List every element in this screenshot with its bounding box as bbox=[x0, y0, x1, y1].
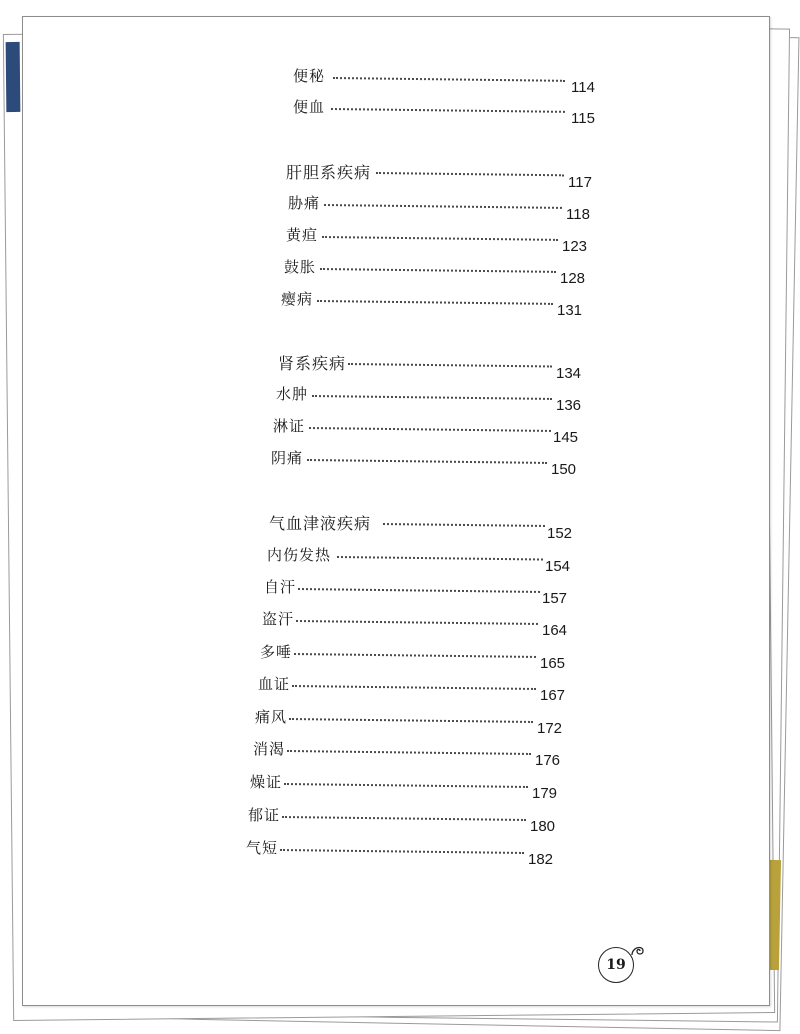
toc-entry-label: 黄疸 bbox=[286, 226, 319, 244]
toc-entry-label: 盗汗 bbox=[262, 610, 295, 628]
toc-entry-page: 157 bbox=[542, 590, 568, 607]
toc-entry-label: 水肿 bbox=[276, 385, 309, 403]
dot-leader bbox=[287, 750, 531, 755]
dot-leader bbox=[333, 77, 565, 82]
toc-entry-label: 内伤发热 bbox=[267, 546, 332, 564]
toc-entry-label: 郁证 bbox=[248, 806, 281, 824]
toc-entry-page: 145 bbox=[553, 429, 579, 446]
page-number: 19 bbox=[606, 957, 626, 973]
toc-entry-label: 便血 bbox=[293, 98, 326, 116]
toc-entry-page: 180 bbox=[530, 818, 556, 835]
toc-entry-label: 淋证 bbox=[273, 417, 306, 435]
toc-entry-label: 肝胆系疾病 bbox=[286, 163, 372, 182]
dot-leader bbox=[331, 108, 565, 113]
dot-leader bbox=[309, 427, 551, 432]
dot-leader bbox=[307, 459, 547, 464]
toc-entry-page: 128 bbox=[560, 270, 586, 287]
toc-entry-page: 182 bbox=[528, 851, 554, 868]
dot-leader bbox=[312, 395, 552, 400]
toc-page bbox=[22, 16, 770, 1006]
toc-entry-page: 131 bbox=[557, 302, 583, 319]
toc-entry-label: 阴痛 bbox=[271, 449, 304, 467]
dot-leader bbox=[320, 268, 556, 273]
toc-entry-label: 血证 bbox=[258, 675, 291, 693]
toc-entry-label: 瘿病 bbox=[281, 290, 314, 308]
dot-leader bbox=[289, 718, 533, 723]
dot-leader bbox=[383, 523, 545, 527]
swirl-icon bbox=[629, 941, 647, 959]
toc-entry-page: 164 bbox=[542, 622, 568, 639]
dot-leader bbox=[298, 588, 540, 593]
toc-entry-page: 150 bbox=[551, 461, 577, 478]
toc-entry-page: 118 bbox=[566, 206, 590, 223]
toc-entry-label: 痛风 bbox=[255, 708, 288, 726]
dot-leader bbox=[324, 204, 562, 209]
dot-leader bbox=[294, 653, 536, 658]
toc-entry-label: 鼓胀 bbox=[284, 258, 317, 276]
dot-leader bbox=[317, 300, 553, 305]
cover-edge bbox=[6, 42, 21, 112]
toc-entry-label: 气短 bbox=[246, 839, 279, 857]
dot-leader bbox=[292, 685, 536, 690]
dot-leader bbox=[284, 783, 528, 788]
toc-entry-page: 167 bbox=[540, 687, 566, 704]
toc-entry-label: 多唾 bbox=[260, 643, 293, 661]
toc-entry-page: 165 bbox=[540, 655, 566, 672]
toc-entry-page: 176 bbox=[535, 752, 561, 769]
dot-leader bbox=[282, 816, 526, 821]
toc-entry-label: 自汗 bbox=[264, 578, 297, 596]
toc-entry-page: 172 bbox=[537, 720, 563, 737]
toc-entry-page: 136 bbox=[556, 397, 582, 414]
toc-entry-page: 117 bbox=[568, 174, 592, 191]
toc-entry-page: 152 bbox=[547, 525, 573, 542]
dot-leader bbox=[348, 363, 552, 367]
dot-leader bbox=[322, 236, 558, 241]
toc-entry-page: 115 bbox=[571, 110, 595, 127]
toc-entry-label: 便秘 bbox=[293, 67, 326, 85]
toc-entry-page: 123 bbox=[562, 238, 588, 255]
toc-entry-page: 154 bbox=[545, 558, 571, 575]
toc-entry-page: 179 bbox=[532, 785, 558, 802]
toc-entry-label: 肾系疾病 bbox=[278, 354, 347, 373]
dot-leader bbox=[296, 620, 538, 625]
toc-entry-page: 114 bbox=[571, 79, 595, 96]
dot-leader bbox=[337, 556, 543, 561]
toc-entry-label: 气血津液疾病 bbox=[269, 514, 372, 533]
toc-entry-page: 134 bbox=[556, 365, 582, 382]
dot-leader bbox=[280, 849, 524, 854]
toc-entry-label: 消渴 bbox=[253, 740, 286, 758]
dot-leader bbox=[376, 172, 564, 176]
toc-entry-label: 胁痛 bbox=[288, 194, 321, 212]
toc-entry-label: 燥证 bbox=[250, 773, 283, 791]
